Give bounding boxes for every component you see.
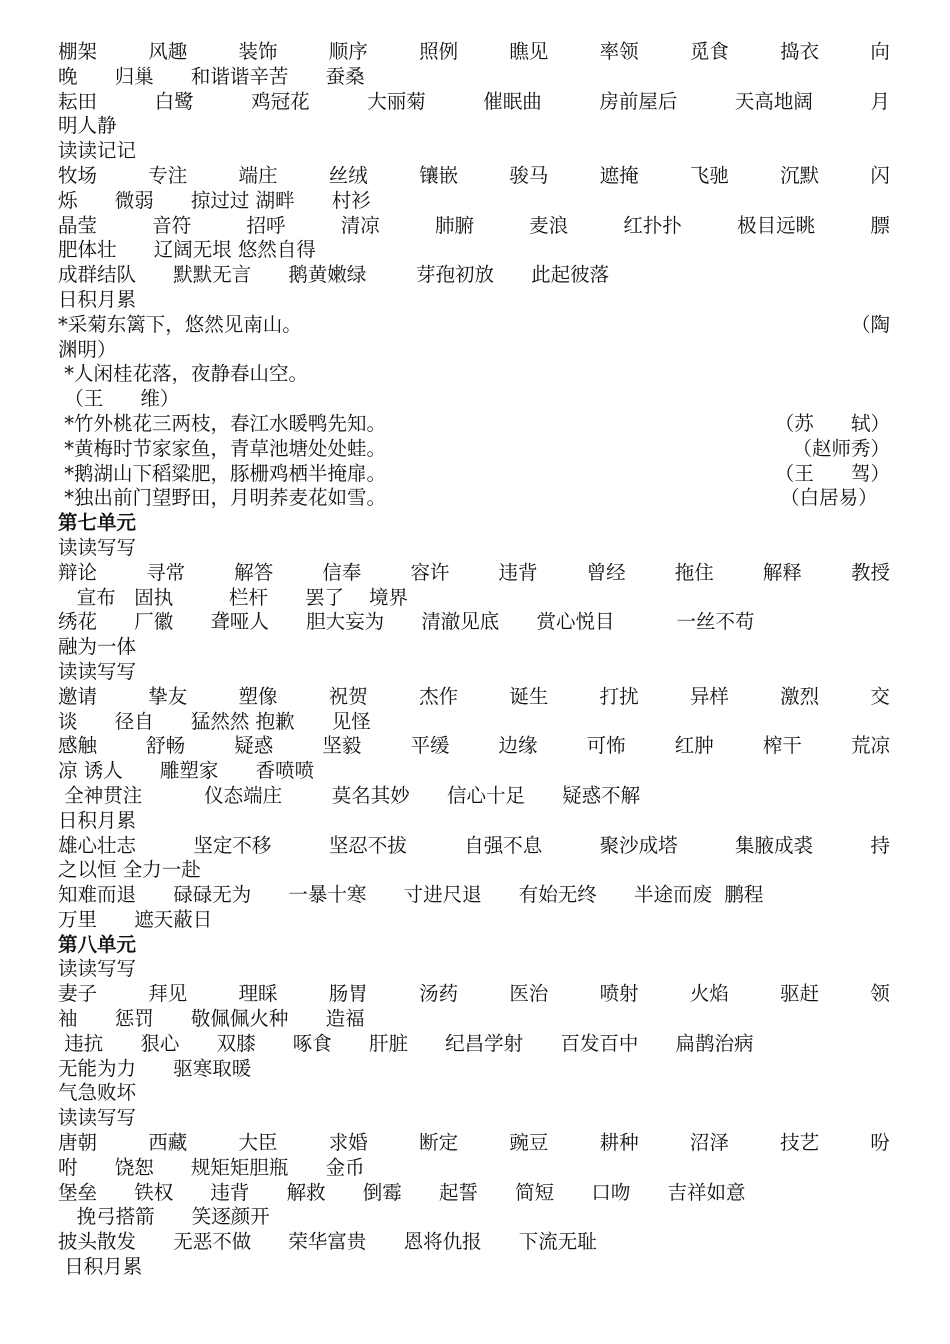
vocab-word: 端庄 (238, 163, 278, 187)
vocab-word: 沼泽 (689, 1131, 729, 1155)
vocab-line (58, 214, 890, 239)
vocab-word: 麦浪 (529, 213, 569, 237)
vocab-word: 榨干 (762, 734, 802, 758)
vocab-word: 极目远眺 (737, 213, 816, 237)
vocab-line (58, 164, 890, 189)
text-line: 咐 饶恕 规矩矩胆瓶 金币 (58, 1155, 365, 1179)
vocab-word: 领 (870, 982, 890, 1006)
vocab-word: 大臣 (238, 1131, 278, 1155)
vocab-word: 牧场 (58, 163, 98, 187)
vocab-word: 疑惑 (234, 734, 274, 758)
vocab-word: 顺序 (328, 40, 368, 63)
text-line: 知难而退 碌碌无为 一暴十寒 寸进尺退 有始无终 半途而废 鹏程 (58, 883, 764, 907)
poem-line (58, 462, 890, 487)
poem-line (58, 486, 890, 511)
text-line: 成群结队 默默无言 鹅黄嫩绿 芽孢初放 此起彼落 (58, 263, 610, 287)
poem-author: （赵师秀） (792, 436, 890, 460)
vocab-word: 膘 (870, 213, 890, 237)
vocab-word: 解释 (762, 560, 802, 584)
vocab-word: 火焰 (689, 982, 729, 1006)
vocab-line (58, 982, 890, 1007)
vocab-word: 感触 (58, 734, 98, 758)
vocab-line (58, 1131, 890, 1156)
vocab-word: 辩论 (58, 560, 98, 584)
vocab-word: 招呼 (246, 213, 286, 237)
vocab-word: 求婚 (328, 1131, 368, 1155)
vocab-word: 棚架 (58, 40, 98, 63)
vocab-line (58, 834, 890, 859)
text-line: 袖 惩罚 敬佩佩火种 造福 (58, 1007, 365, 1031)
unit-heading: 第八单元 (58, 932, 137, 956)
vocab-word: 挚友 (148, 684, 188, 708)
vocab-word: 交 (870, 684, 890, 708)
vocab-word: 天高地阔 (734, 89, 813, 113)
vocab-word: 坚毅 (322, 734, 362, 758)
text-line: 之以恒 全力一赴 (58, 858, 201, 882)
vocab-word: 飞驰 (689, 163, 729, 187)
vocab-word: 照例 (419, 40, 459, 63)
vocab-word: 装饰 (238, 40, 278, 63)
vocab-word: 边缘 (498, 734, 538, 758)
vocab-word: 闪 (870, 163, 890, 187)
text-line: 谈 径自 猛然然 抱歉 见怪 (58, 709, 371, 733)
vocab-word: 唐朝 (58, 1131, 98, 1155)
vocab-word: 汤药 (419, 982, 459, 1006)
text-line: 无能为力 驱寒取暖 (58, 1056, 252, 1080)
text-line: 读读写写 (58, 659, 137, 683)
vocab-word: 荒凉 (850, 734, 890, 758)
vocab-word: 塑像 (238, 684, 278, 708)
vocab-word: 率领 (599, 40, 639, 63)
vocab-word: 喷射 (599, 982, 639, 1006)
vocab-word: 杰作 (419, 684, 459, 708)
poem-text: *鹅湖山下稻粱肥，豚栅鸡栖半掩扉。 (58, 461, 386, 485)
vocab-word: 红扑扑 (623, 213, 682, 237)
text-line: 明人静 (58, 114, 117, 138)
vocab-word: 月 (870, 89, 890, 113)
vocab-word: 瞧见 (509, 40, 549, 63)
document-page (58, 40, 890, 1280)
vocab-word: 镶嵌 (419, 163, 459, 187)
vocab-word: 教授 (850, 560, 890, 584)
vocab-word: 丝绒 (328, 163, 368, 187)
poem-author: （陶 (850, 312, 890, 336)
vocab-word: 音符 (152, 213, 192, 237)
text-line: 读读记记 (58, 139, 137, 163)
text-line: 烁 微弱 掠过过 湖畔 村衫 (58, 188, 371, 212)
vocab-word: 雄心壮志 (58, 833, 137, 857)
vocab-word: 诞生 (509, 684, 549, 708)
poem-text: *独出前门望野田，月明荞麦花如雪。 (58, 486, 386, 510)
poem-text: *采菊东篱下，悠然见南山。 (58, 312, 302, 336)
vocab-word: 西藏 (148, 1131, 188, 1155)
vocab-word: 妻子 (58, 982, 98, 1006)
vocab-word: 吩 (870, 1131, 890, 1155)
vocab-word: 耕种 (599, 1131, 639, 1155)
poem-author: （苏 轼） (774, 411, 890, 435)
text-line: 违抗 狠心 双膝 啄食 肝脏 纪昌学射 百发百中 扁鹊治病 (58, 1031, 754, 1055)
text-line: 披头散发 无恶不做 荣华富贵 恩将仇报 下流无耻 (58, 1230, 597, 1254)
vocab-word: 激烈 (780, 684, 820, 708)
poem-author: （白居易） (780, 486, 890, 510)
vocab-word: 拖住 (674, 560, 714, 584)
vocab-word: 坚定不移 (193, 833, 272, 857)
text-line: 凉 诱人 雕塑家 香喷喷 (58, 759, 315, 783)
vocab-word: 容许 (410, 560, 450, 584)
vocab-word: 断定 (419, 1131, 459, 1155)
vocab-word: 觅食 (689, 40, 729, 63)
vocab-word: 技艺 (780, 1131, 820, 1155)
vocab-word: 晶莹 (58, 213, 98, 237)
vocab-word: 向 (870, 40, 890, 63)
text-line: 肥体壮 辽阔无垠 悠然自得 (58, 238, 316, 262)
vocab-word: 风趣 (148, 40, 188, 63)
vocab-word: 寻常 (146, 560, 186, 584)
poem-text: *黄梅时节家家鱼，青草池塘处处蛙。 (58, 436, 386, 460)
vocab-word: 打扰 (599, 684, 639, 708)
unit-heading: 第七单元 (58, 511, 137, 535)
vocab-line (58, 40, 890, 65)
vocab-word: 催眠曲 (483, 89, 542, 113)
vocab-word: 异样 (689, 684, 729, 708)
vocab-line (58, 561, 890, 586)
text-line: 气急败坏 (58, 1081, 137, 1105)
poem-author: （王 驾） (774, 461, 890, 485)
vocab-word: 解答 (234, 560, 274, 584)
vocab-word: 捣衣 (780, 40, 820, 63)
vocab-word: 医治 (509, 982, 549, 1006)
text-line: *人闲桂花落，夜静春山空。 (58, 362, 308, 386)
text-line: 万里 遮天蔽日 (58, 907, 213, 931)
vocab-word: 可怖 (586, 734, 626, 758)
text-line: 晚 归巢 和谐谐辛苦 蚕桑 (58, 64, 365, 88)
text-line: 堡垒 铁权 违背 解救 倒霉 起誓 简短 口吻 吉祥如意 (58, 1180, 746, 1204)
text-line: 读读写写 (58, 1106, 137, 1130)
vocab-word: 信奉 (322, 560, 362, 584)
vocab-word: 坚忍不拔 (328, 833, 407, 857)
vocab-word: 专注 (148, 163, 188, 187)
vocab-word: 祝贺 (328, 684, 368, 708)
vocab-word: 遮掩 (599, 163, 639, 187)
vocab-word: 鸡冠花 (251, 89, 310, 113)
text-line: （王 维） (58, 387, 180, 411)
vocab-word: 清凉 (340, 213, 380, 237)
vocab-word: 驱赶 (780, 982, 820, 1006)
vocab-word: 红肿 (674, 734, 714, 758)
text-line: 渊明） (58, 337, 117, 361)
text-line: 读读写写 (58, 957, 137, 981)
vocab-word: 豌豆 (509, 1131, 549, 1155)
vocab-word: 持 (870, 833, 890, 857)
vocab-line (58, 734, 890, 759)
vocab-word: 大丽菊 (367, 89, 426, 113)
vocab-word: 拜见 (148, 982, 188, 1006)
vocab-line (58, 90, 890, 115)
text-line: 日积月累 (58, 808, 137, 832)
vocab-line (58, 685, 890, 710)
text-line: 绣花 厂徽 聋哑人 胆大妄为 清澈见底 赏心悦目 一丝不苟 (58, 610, 755, 634)
poem-line (58, 313, 890, 338)
vocab-word: 聚沙成塔 (599, 833, 678, 857)
vocab-word: 白鹭 (154, 89, 194, 113)
text-line: 融为一体 (58, 635, 137, 659)
text-line: 全神贯注 仪态端庄 莫名其妙 信心十足 疑惑不解 (58, 783, 641, 807)
vocab-word: 肺腑 (434, 213, 474, 237)
text-line: 日积月累 (58, 287, 137, 311)
text-line: 日积月累 (58, 1255, 143, 1279)
vocab-word: 集腋成裘 (735, 833, 814, 857)
vocab-word: 沉默 (780, 163, 820, 187)
vocab-word: 曾经 (586, 560, 626, 584)
text-line: 读读写写 (58, 535, 137, 559)
poem-text: *竹外桃花三两枝，春江水暖鸭先知。 (58, 411, 386, 435)
vocab-word: 自强不息 (464, 833, 543, 857)
vocab-word: 平缓 (410, 734, 450, 758)
vocab-word: 骏马 (509, 163, 549, 187)
vocab-word: 舒畅 (146, 734, 186, 758)
vocab-word: 违背 (498, 560, 538, 584)
text-line: 宣布 固执 栏杆 罢了 境界 (58, 585, 408, 609)
vocab-word: 肠胃 (328, 982, 368, 1006)
vocab-word: 房前屋后 (599, 89, 678, 113)
vocab-word: 理睬 (238, 982, 278, 1006)
vocab-word: 邀请 (58, 684, 98, 708)
poem-line (58, 412, 890, 437)
poem-line (58, 437, 890, 462)
text-line: 挽弓搭箭 笑逐颜开 (58, 1205, 270, 1229)
vocab-word: 耘田 (58, 89, 98, 113)
